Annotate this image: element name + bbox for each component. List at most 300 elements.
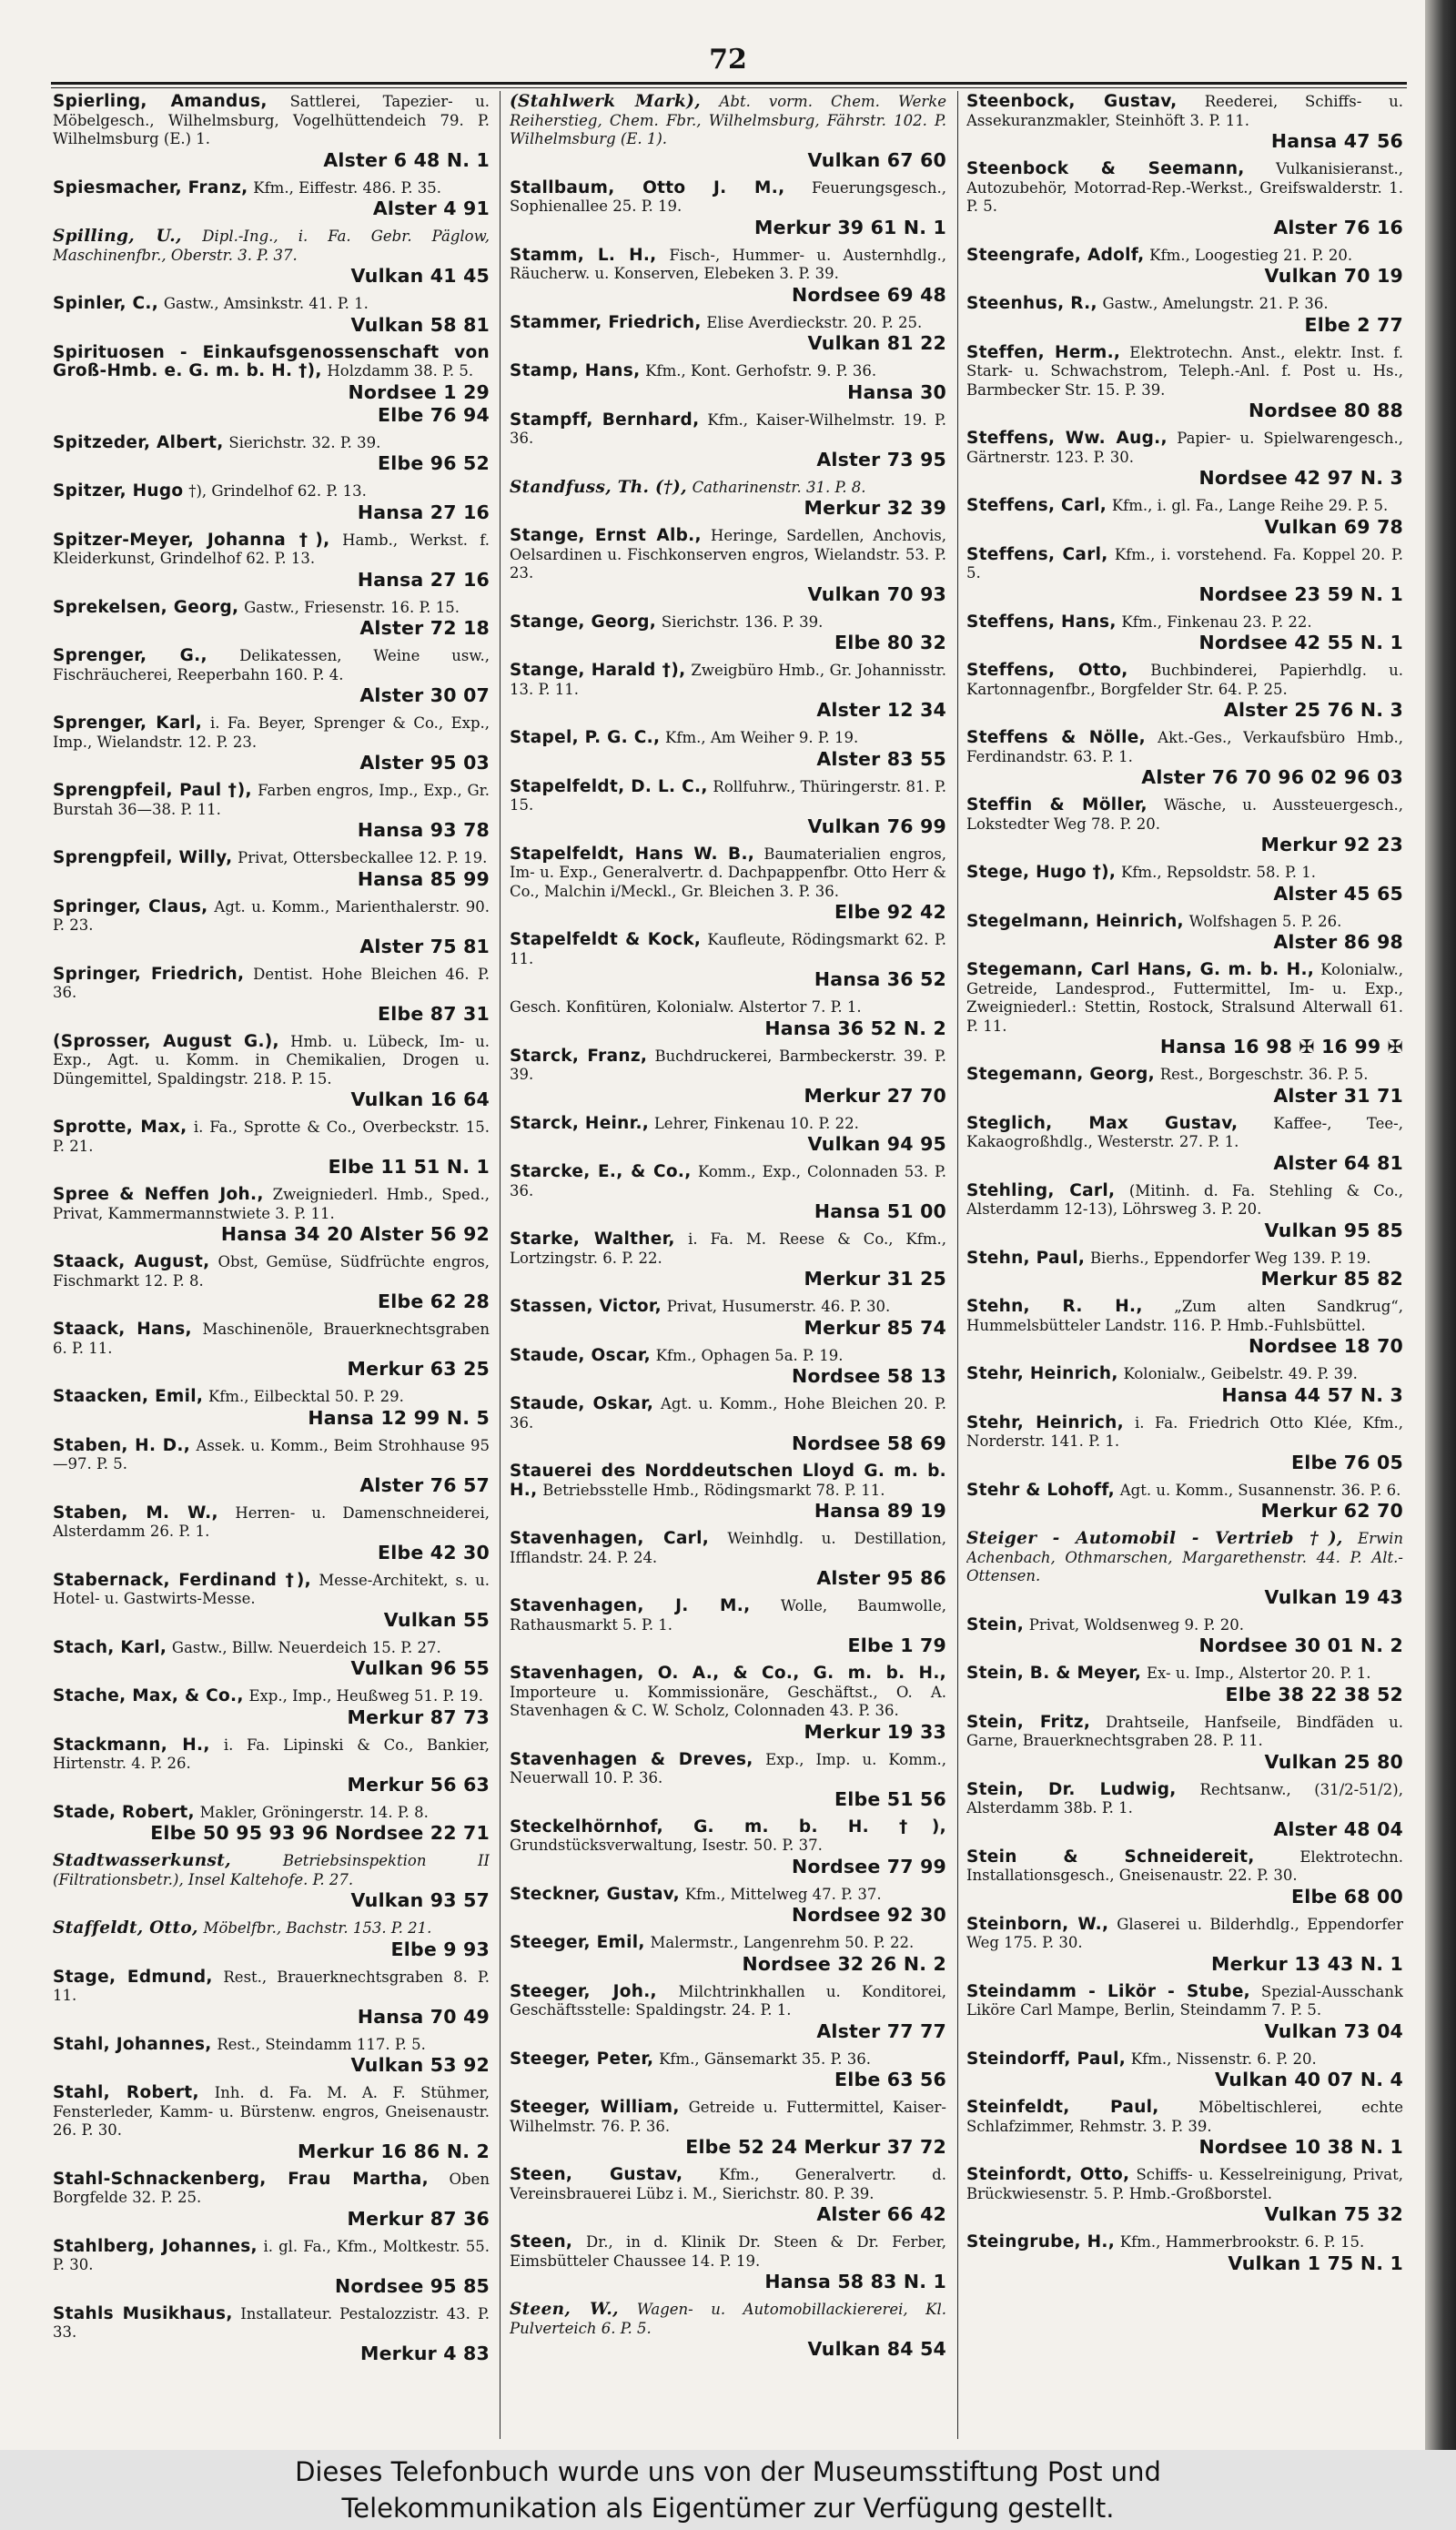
entry-name: Stackmann, H., xyxy=(53,1735,210,1755)
entry-description: Rest., Steindamm 117. P. 5. xyxy=(217,2035,426,2053)
entry-description: †), Grindelhof 62. P. 13. xyxy=(188,482,367,500)
directory-entry xyxy=(966,961,1403,1058)
directory-entry xyxy=(510,662,946,722)
entry-phone: Nordsee 58 69 xyxy=(792,1432,946,1454)
directory-entry xyxy=(53,898,490,958)
entry-phone: Vulkan 70 19 xyxy=(1264,265,1403,287)
entry-description: Betriebsstelle Hmb., Rödingsmarkt 78. P. 11. xyxy=(542,1481,885,1499)
entry-phone: Elbe 2 77 xyxy=(1304,313,1403,336)
entry-phone: Hansa 51 00 xyxy=(814,1200,946,1222)
entry-name: Springer, Claus, xyxy=(53,896,208,916)
directory-entry xyxy=(966,1714,1403,1774)
entry-description: Feuerungsgesch., Sophienallee 25. P. 19. xyxy=(510,178,946,215)
directory-entry xyxy=(53,782,490,842)
entry-phone: Merkur 19 33 xyxy=(804,1720,946,1743)
entry-name: Stein, B. & Meyer, xyxy=(966,1664,1142,1683)
entry-name: Stahlberg, Johannes, xyxy=(53,2236,258,2256)
directory-entry xyxy=(53,1736,490,1796)
entry-name: Spierling, Amandus, xyxy=(53,93,268,111)
entry-description: Komm., Exp., Colonnaden 53. P. 36. xyxy=(510,1163,946,1199)
entry-phone: Elbe 1 79 xyxy=(847,1634,946,1656)
directory-entry xyxy=(510,998,946,1040)
entry-phone: Nordsee 1 29 xyxy=(348,380,490,403)
entry-phone: Nordsee 80 88 xyxy=(1249,400,1403,421)
entry-name: Stegelmann, Heinrich, xyxy=(966,911,1184,931)
entry-name: Stehn, Paul, xyxy=(966,1248,1086,1268)
entry-name: Springer, Friedrich, xyxy=(53,964,245,984)
entry-phone: Nordsee 30 01 N. 2 xyxy=(1198,1634,1403,1656)
entry-description: Dipl.-Ing., i. Fa. Gebr. Päglow, Maschinenfbr., Oberstr. 3. P. 37. xyxy=(53,228,490,264)
entry-description: i. gl. Fa., Kfm., Moltkestr. 55. P. 30. xyxy=(53,2237,490,2273)
directory-entry xyxy=(966,160,1403,239)
entry-name: Standfuss, Th. (†), xyxy=(510,477,687,497)
entry-name: Stammer, Friedrich, xyxy=(510,312,702,332)
entry-description: Heringe, Sardellen, Anchovis, Oelsardinen u. Fischkonserven engros, Wielandstr. 53. P. 23. xyxy=(510,527,946,582)
entry-phone: Merkur 85 74 xyxy=(804,1316,946,1339)
directory-entry xyxy=(53,1852,490,1912)
directory-entry xyxy=(53,93,490,172)
directory-entry xyxy=(510,1347,946,1389)
entry-phone: Hansa 27 16 xyxy=(357,501,490,523)
entry-phone: Elbe 9 93 xyxy=(390,1938,490,1960)
entry-phone: Vulkan 84 54 xyxy=(807,2338,946,2360)
directory-entry xyxy=(510,931,946,991)
entry-name: Stadtwasserkunst, xyxy=(53,1851,231,1870)
entry-name: Stegemann, Carl Hans, G. m. b. H., xyxy=(966,960,1315,979)
entry-description: Kfm., Generalvertr. d. Vereinsbrauerei Lübz i. M., Sierichstr. 80. P. 39. xyxy=(510,2166,946,2202)
directory-entry xyxy=(966,1066,1403,1108)
directory-entry xyxy=(53,1639,490,1681)
entry-name: Steffen, Herm., xyxy=(966,342,1121,362)
entry-description: Kfm., Mittelweg 47. P. 37. xyxy=(684,1885,882,1903)
entry-name: Stahls Musikhaus, xyxy=(53,2303,233,2323)
entry-name: Steeger, Joh., xyxy=(510,1981,657,2001)
entry-name: Staben, H. D., xyxy=(53,1435,191,1455)
entry-name: Steeger, Emil, xyxy=(510,1933,645,1952)
entry-phone: Merkur 32 39 xyxy=(804,497,946,519)
directory-entry xyxy=(510,247,946,307)
entry-name: Stahl, Robert, xyxy=(53,2083,199,2102)
entry-phone: Merkur 31 25 xyxy=(804,1268,946,1290)
entry-description: Baumaterialien engros, Im- u. Exp., Generalvertr. d. Dachpappenfbr. Otto Herr & Co., Malchin i/Meckl., Gr. Bleichen 3. P. 36. xyxy=(510,845,946,900)
entry-name: Stehling, Carl, xyxy=(966,1180,1116,1200)
entry-description: i. Fa. M. Reese & Co., Kfm., Lortzingstr. 6. P. 22. xyxy=(510,1230,946,1267)
entry-phone: Nordsee 18 70 xyxy=(1249,1335,1403,1357)
entry-description: Kfm., Nissenstr. 6. P. 20. xyxy=(1130,2049,1317,2068)
entry-name: Steffin & Möller, xyxy=(966,795,1148,815)
entry-name: Spitzeder, Albert, xyxy=(53,432,224,452)
entry-phone: Nordsee 58 13 xyxy=(792,1365,946,1387)
directory-entry xyxy=(966,1848,1403,1908)
entry-name: Sprengpfeil, Paul †), xyxy=(53,781,252,800)
directory-entry xyxy=(510,1230,946,1290)
column-divider xyxy=(957,91,958,2439)
entry-phone: Hansa 12 99 N. 5 xyxy=(308,1406,490,1429)
directory-entry xyxy=(53,1804,490,1846)
directory-entry xyxy=(510,1983,946,2043)
entry-description: Kfm., Am Weiher 9. P. 19. xyxy=(665,729,859,746)
entry-description: Kfm., Eilbecktal 50. P. 29. xyxy=(207,1388,404,1405)
entry-phone: Vulkan 81 22 xyxy=(807,332,946,354)
directory-entry xyxy=(53,179,490,221)
entry-name: Steckner, Gustav, xyxy=(510,1884,680,1904)
directory-entry xyxy=(510,314,946,356)
directory-entry xyxy=(510,729,946,771)
directory-entry xyxy=(53,1968,490,2029)
entry-phone: Elbe 63 56 xyxy=(834,2069,946,2090)
entry-phone: Vulkan 96 55 xyxy=(350,1657,490,1679)
entry-phone: Nordsee 32 26 N. 2 xyxy=(742,1952,946,1975)
entry-name: Staben, M. W., xyxy=(53,1503,218,1523)
entry-name: Starck, Heinr., xyxy=(510,1113,650,1133)
directory-entry xyxy=(966,1250,1403,1291)
entry-description: Kolonialw., Getreide, Landesprod., Futtermittel, Im- u. Exp., Zweigniederl.: Stettin, Rostock, Stralsund Alterwall 61. P. 11. xyxy=(966,961,1403,1035)
entry-name: Steeger, William, xyxy=(510,2098,680,2117)
directory-entry xyxy=(966,796,1403,856)
entry-description: Grundstücksverwaltung, Isestr. 50. P. 37. xyxy=(510,1837,823,1854)
entry-name: Steingrube, H., xyxy=(966,2232,1116,2252)
entry-phone: Vulkan 19 43 xyxy=(1264,1585,1403,1608)
entry-description: „Zum alten Sandkrug“, Hummelsbütteler Landstr. 116. P. Hmb.-Fuhlsbüttel. xyxy=(966,1298,1403,1334)
entry-name: Steenbock & Seemann, xyxy=(966,159,1245,178)
entry-phone: Vulkan 67 60 xyxy=(807,148,946,171)
entry-description: Farben engros, Imp., Exp., Gr. Burstah 36—38. P. 11. xyxy=(53,782,490,818)
entry-phone: Hansa 36 52 xyxy=(814,968,946,990)
entry-name: Staack, August, xyxy=(53,1252,210,1271)
entry-phone: Alster 73 95 xyxy=(816,448,946,471)
directory-entry xyxy=(966,1916,1403,1976)
directory-entry xyxy=(966,430,1403,490)
entry-description: Zweigbüro Hmb., Gr. Johannisstr. 13. P. 11. xyxy=(510,662,946,698)
directory-entry xyxy=(510,1395,946,1455)
entry-phone: Merkur 87 36 xyxy=(347,2207,490,2230)
directory-entry xyxy=(510,411,946,471)
entry-description: Agt. u. Komm., Marienthalerstr. 90. P. 23. xyxy=(53,897,490,934)
entry-name: Steinborn, W., xyxy=(966,1914,1109,1934)
entry-description: Privat, Ottersbeckallee 12. P. 19. xyxy=(238,849,488,866)
entry-name: Steckelhörnhof, G. m. b. H. †), xyxy=(510,1817,946,1837)
directory-entry xyxy=(510,1115,946,1157)
entry-description: Exp., Imp., Heußweg 51. P. 19. xyxy=(248,1687,484,1705)
directory-entry xyxy=(510,93,946,172)
entry-description: Milchtrinkhallen u. Konditorei, Geschäftsstelle: Spaldingstr. 24. P. 1. xyxy=(510,1982,946,2019)
entry-description: Oben Borgfelde 32. P. 25. xyxy=(53,2170,490,2206)
entry-phone: Hansa 16 98 ✠ 16 99 ✠ xyxy=(1159,1036,1403,1058)
directory-entry xyxy=(966,2166,1403,2226)
entry-name: Stein, xyxy=(966,1614,1025,1634)
entry-description: Sierichstr. 32. P. 39. xyxy=(228,433,381,451)
entry-phone: Alster 86 98 xyxy=(1273,931,1403,953)
entry-description: Kfm., Hammerbrookstr. 6. P. 15. xyxy=(1119,2233,1365,2251)
entry-description: Kfm., i. gl. Fa., Lange Reihe 29. P. 5. xyxy=(1111,497,1389,514)
entry-phone: Merkur 56 63 xyxy=(347,1773,490,1796)
entry-phone: Vulkan 40 07 N. 4 xyxy=(1214,2069,1403,2090)
entry-description: Zweigniederl. Hmb., Sped., Privat, Kammermannstwiete 3. P. 11. xyxy=(53,1186,490,1222)
entry-description: Vulkanisieranst., Autozubehör, Motorrad-Rep.-Werkst., Greifswalderstr. 1. P. 5. xyxy=(966,160,1403,215)
entry-name: Stamp, Hans, xyxy=(510,361,641,380)
entry-phone: Alster 83 55 xyxy=(816,747,946,770)
entry-name: Spitzer-Meyer, Johanna †), xyxy=(53,530,330,550)
entry-name: Stein & Schneidereit, xyxy=(966,1847,1255,1867)
directory-entry xyxy=(53,1253,490,1313)
directory-entry xyxy=(510,2050,946,2092)
entry-description: Rollfuhrw., Thüringerstr. 81. P. 15. xyxy=(510,777,946,814)
entry-name: Steiger - Automobil - Vertrieb †), xyxy=(966,1529,1343,1548)
entry-description: Ex- u. Imp., Alstertor 20. P. 1. xyxy=(1146,1665,1371,1682)
directory-entry xyxy=(510,1886,946,1928)
entry-description: Rechtsanw., (31/2-51/2), Alsterdamm 38b. P. 1. xyxy=(966,1780,1403,1817)
entry-name: Stavenhagen, J. M., xyxy=(510,1596,751,1615)
entry-phone: Elbe 38 22 38 52 xyxy=(1225,1683,1403,1705)
entry-name: Steenbock, Gustav, xyxy=(966,93,1178,111)
directory-entry xyxy=(966,2233,1403,2275)
entry-name: Stegemann, Georg, xyxy=(966,1065,1156,1084)
entry-description: Messe-Architekt, s. u. Hotel- u. Gastwirts-Messe. xyxy=(53,1571,490,1607)
entry-name: Stehr & Lohoff, xyxy=(966,1480,1116,1500)
entry-name: Spiesmacher, Franz, xyxy=(53,177,248,197)
entry-description: Gastw., Friesenstr. 16. P. 15. xyxy=(244,598,460,616)
entry-phone: Elbe 11 51 N. 1 xyxy=(328,1156,490,1178)
entry-name: Stavenhagen, O. A., & Co., G. m. b. H., xyxy=(510,1664,946,1683)
entry-phone: Hansa 27 16 xyxy=(357,568,490,591)
entry-name: Stabernack, Ferdinand †), xyxy=(53,1570,311,1590)
header-rule xyxy=(51,82,1407,88)
directory-entry xyxy=(966,1616,1403,1658)
entry-name: Sprenger, G., xyxy=(53,646,207,665)
directory-entry xyxy=(53,1186,490,1246)
directory-entry xyxy=(53,1572,490,1632)
directory-entry xyxy=(53,482,490,524)
directory-entry xyxy=(53,1118,490,1179)
entry-description: Wolfshagen 5. P. 26. xyxy=(1188,912,1342,930)
entry-description: Catharinenstr. 31. P. 8. xyxy=(692,478,866,496)
entry-description: Fisch-, Hummer- u. Austernhdlg., Räucherw. u. Konserven, Elebeken 3. P. 39. xyxy=(510,246,946,282)
directory-entry xyxy=(510,1818,946,1878)
directory-entry xyxy=(510,778,946,838)
entry-description: Spezial-Ausschank Liköre Carl Mampe, Berlin, Steindamm 7. P. 5. xyxy=(966,1982,1403,2019)
entry-phone: Hansa 70 49 xyxy=(357,2005,490,2028)
entry-name: Sprekelsen, Georg, xyxy=(53,597,239,617)
entry-phone: Merkur 4 83 xyxy=(359,2342,490,2364)
entry-name: Stapelfeldt, D. L. C., xyxy=(510,776,708,796)
entry-description: (Mitinh. d. Fa. Stehling & Co., Alsterdamm 12-13), Löhrsweg 3. P. 20. xyxy=(966,1181,1403,1218)
directory-entry xyxy=(966,729,1403,789)
entry-name: Starke, Walther, xyxy=(510,1230,675,1249)
entry-description: Installateur. Pestalozzistr. 43. P. 33. xyxy=(53,2304,490,2341)
entry-name: Starck, Franz, xyxy=(510,1046,648,1066)
entry-description: Kfm., Loogestieg 21. P. 20. xyxy=(1149,246,1353,264)
directory-entry xyxy=(53,531,490,592)
entry-description: Glaserei u. Bilderhdlg., Eppendorfer Weg 175. P. 30. xyxy=(966,1915,1403,1951)
directory-entry xyxy=(510,1298,946,1340)
entry-description: Hamb., Werkst. f. Kleiderkunst, Grindelhof 62. P. 13. xyxy=(53,531,490,567)
entry-name: Stade, Robert, xyxy=(53,1802,195,1822)
entry-phone: Alster 6 48 N. 1 xyxy=(323,148,490,171)
directory-entry xyxy=(53,966,490,1026)
entry-name: Steen, Gustav, xyxy=(510,2165,683,2184)
entry-description: Betriebsinspektion II (Filtrationsbetr.), Insel Kaltehofe. P. 27. xyxy=(53,1852,490,1888)
entry-phone: Nordsee 95 85 xyxy=(335,2274,490,2297)
entry-phone: Hansa 58 83 N. 1 xyxy=(764,2271,946,2292)
directory-entry xyxy=(966,93,1403,153)
column-middle xyxy=(510,93,946,2432)
directory-entry xyxy=(53,1388,490,1430)
entry-description: Wäsche, u. Aussteuergesch., Lokstedter Weg 78. P. 20. xyxy=(966,796,1403,833)
entry-name: Staude, Oskar, xyxy=(510,1394,654,1413)
entry-name: Sprenger, Karl, xyxy=(53,713,203,733)
entry-name: Stehn, R. H., xyxy=(966,1297,1143,1316)
entry-phone: Vulkan 73 04 xyxy=(1264,2019,1403,2042)
entry-description: Reederei, Schiffs- u. Assekuranzmakler, Steinhöft 3. P. 11. xyxy=(966,93,1403,129)
directory-entry xyxy=(53,1504,490,1564)
directory-entry xyxy=(966,1115,1403,1175)
entry-phone: Merkur 63 25 xyxy=(347,1358,490,1380)
entry-description: Buchdruckerei, Barmbeckerstr. 39. P. 39. xyxy=(510,1047,946,1083)
entry-phone: Hansa 44 57 N. 3 xyxy=(1221,1383,1403,1406)
entry-description: Obst, Gemüse, Südfrüchte engros, Fischmarkt 12. P. 8. xyxy=(53,1253,490,1290)
entry-phone: Vulkan 75 32 xyxy=(1264,2203,1403,2225)
entry-name: Stache, Max, & Co., xyxy=(53,1686,244,1705)
directory-entry xyxy=(966,1665,1403,1706)
entry-description: Kfm., i. vorstehend. Fa. Koppel 20. P. 5. xyxy=(966,545,1403,582)
entry-phone: Merkur 39 61 N. 1 xyxy=(754,216,946,238)
entry-description: Weinhdlg. u. Destillation, Ifflandstr. 24. P. 24. xyxy=(510,1530,946,1566)
entry-name: Stavenhagen, Carl, xyxy=(510,1529,710,1548)
directory-entry xyxy=(510,1530,946,1590)
entry-description: Malermstr., Langenrehm 50. P. 22. xyxy=(650,1934,915,1951)
entry-phone: Alster 95 03 xyxy=(359,752,490,774)
entry-description: Agt. u. Komm., Susannenstr. 36. P. 6. xyxy=(1119,1481,1401,1499)
entry-phone: Nordsee 10 38 N. 1 xyxy=(1198,2136,1403,2158)
entry-name: Steeger, Peter, xyxy=(510,2049,654,2069)
directory-entry xyxy=(510,2099,946,2159)
directory-entry xyxy=(966,613,1403,655)
directory-entry xyxy=(966,1983,1403,2043)
directory-entry xyxy=(510,2233,946,2293)
entry-name: Steffens, Carl, xyxy=(966,544,1108,564)
entry-description: Gesch. Konfitüren, Kolonialw. Alstertor 7. P. 1. xyxy=(510,998,862,1016)
entry-description: Gastw., Amelungstr. 21. P. 36. xyxy=(1102,295,1329,312)
directory-entry xyxy=(53,647,490,707)
entry-description: i. Fa. Lipinski & Co., Bankier, Hirtenstr. 4. P. 26. xyxy=(53,1736,490,1772)
entry-name: Sprotte, Max, xyxy=(53,1118,187,1137)
entry-description: Importeure u. Kommissionäre, Geschäftst., O. A. Stavenhagen & C. W. Scholz, Colonnaden 43. P. 36. xyxy=(510,1683,946,1719)
entry-description: Erwin Achenbach, Othmarschen, Margarethenstr. 44. P. Alt.-Ottensen. xyxy=(966,1530,1403,1584)
directory-entry xyxy=(510,1163,946,1223)
entry-phone: Vulkan 53 92 xyxy=(350,2054,490,2076)
directory-entry xyxy=(966,662,1403,722)
entry-name: Stehr, Heinrich, xyxy=(966,1412,1124,1432)
entry-description: Kaffee-, Tee-, Kakaogroßhdlg., Westerstr. 27. P. 1. xyxy=(966,1114,1403,1150)
directory-entry xyxy=(966,247,1403,288)
entry-description: Hmb. u. Lübeck, Im- u. Exp., Agt. u. Komm. in Chemikalien, Drogen u. Düngemittel, Spaldingstr. 218. P. 15. xyxy=(53,1032,490,1088)
entry-description: Gastw., Billw. Neuerdeich 15. P. 27. xyxy=(171,1638,441,1656)
page-edge-shadow xyxy=(1425,0,1456,2450)
entry-name: Stein, Fritz, xyxy=(966,1712,1091,1732)
directory-entry xyxy=(966,864,1403,906)
footer-notice xyxy=(0,2450,1456,2530)
entry-description: Elise Averdieckstr. 20. P. 25. xyxy=(706,313,923,331)
directory-entry xyxy=(53,228,490,288)
entry-phone: Vulkan 41 45 xyxy=(350,265,490,287)
entry-phone: Elbe 51 56 xyxy=(834,1787,946,1810)
entry-name: Stange, Harald †), xyxy=(510,661,686,680)
entry-phone: Nordsee 23 59 N. 1 xyxy=(1198,582,1403,605)
entry-description: Exp., Imp. u. Komm., Neuerwall 10. P. 36. xyxy=(510,1750,946,1786)
directory-entry xyxy=(510,845,946,925)
entry-name: Stage, Edmund, xyxy=(53,1967,213,1987)
entry-name: Steffens, Carl, xyxy=(966,496,1107,515)
entry-phone: Alster 12 34 xyxy=(816,699,946,721)
directory-entry xyxy=(510,1597,946,1657)
entry-name: Stach, Karl, xyxy=(53,1637,167,1657)
directory-entry xyxy=(966,1482,1403,1523)
entry-name: Steenhus, R., xyxy=(966,294,1097,313)
entry-name: Starcke, E., & Co., xyxy=(510,1162,692,1181)
entry-name: Sprengpfeil, Willy, xyxy=(53,848,233,867)
entry-phone: Alster 64 81 xyxy=(1273,1151,1403,1174)
entry-description: Kfm., Gänsemarkt 35. P. 36. xyxy=(659,2049,872,2068)
entry-phone: Hansa 36 52 N. 2 xyxy=(764,1017,946,1039)
directory-entry xyxy=(53,2238,490,2298)
entry-name: Steindamm - Likör - Stube, xyxy=(966,1981,1250,2001)
entry-description: Kfm., Repsoldstr. 58. P. 1. xyxy=(1121,864,1316,881)
entry-description: Kfm., Kaiser-Wilhelmstr. 19. P. 36. xyxy=(510,410,946,447)
directory-entry xyxy=(53,849,490,891)
entry-description: Bierhs., Eppendorfer Weg 139. P. 19. xyxy=(1089,1249,1371,1267)
entry-description: i. Fa. Friedrich Otto Klée, Kfm., Norderstr. 141. P. 1. xyxy=(966,1413,1403,1450)
entry-name: Stange, Ernst Alb., xyxy=(510,526,702,545)
entry-description: Lehrer, Finkenau 10. P. 22. xyxy=(653,1114,859,1132)
column-right xyxy=(966,93,1403,2432)
entry-description: Maschinenöle, Brauerknechtsgraben 6. P. 11. xyxy=(53,1321,490,1357)
entry-name: Steengrafe, Adolf, xyxy=(966,245,1145,265)
entry-name: Spinler, C., xyxy=(53,294,159,313)
entry-description: Schiffs- u. Kesselreinigung, Privat, Brückwiesenstr. 5. P. Hmb.-Großborstel. xyxy=(966,2166,1403,2202)
entry-phone: Merkur 13 43 N. 1 xyxy=(1211,1952,1403,1975)
entry-phone: Vulkan 70 93 xyxy=(807,582,946,605)
entry-description: i. Fa., Sprotte & Co., Overbeckstr. 15. P. 21. xyxy=(53,1118,490,1155)
directory-entry xyxy=(53,2036,490,2078)
entry-description: Kfm., Ophagen 5a. P. 19. xyxy=(655,1346,844,1364)
directory-entry xyxy=(966,913,1403,955)
entry-name: Steffens, Hans, xyxy=(966,612,1117,632)
entry-phone: Elbe 50 95 93 96 Nordsee 22 71 xyxy=(150,1822,490,1844)
directory-entry xyxy=(53,1033,490,1112)
entry-description: Privat, Woldsenweg 9. P. 20. xyxy=(1028,1615,1244,1634)
entry-phone: Hansa 93 78 xyxy=(357,819,490,841)
entry-phone: Elbe 92 42 xyxy=(834,901,946,923)
entry-name: Spree & Neffen Joh., xyxy=(53,1185,264,1204)
entry-description: Dr., in d. Klinik Dr. Steen & Dr. Ferber, Eimsbütteler Chaussee 14. P. 19. xyxy=(510,2233,946,2270)
entry-phone: Alster 76 57 xyxy=(359,1473,490,1496)
entry-description: Rest., Borgeschstr. 36. P. 5. xyxy=(1159,1066,1369,1083)
entry-description: i. Fa. Beyer, Sprenger & Co., Exp., Imp., Wielandstr. 12. P. 23. xyxy=(53,714,490,751)
entry-name: Staffeldt, Otto, xyxy=(53,1918,198,1938)
entry-name: Steindorff, Paul, xyxy=(966,2049,1127,2069)
entry-name: Staude, Oscar, xyxy=(510,1345,651,1365)
entry-phone: Nordsee 77 99 xyxy=(792,1855,946,1877)
directory-entry xyxy=(510,479,946,521)
directory-entry xyxy=(966,1414,1403,1474)
entry-phone: Nordsee 69 48 xyxy=(792,283,946,306)
directory-entry xyxy=(53,2084,490,2163)
entry-phone: Vulkan 25 80 xyxy=(1264,1750,1403,1773)
directory-entry xyxy=(966,1781,1403,1841)
entry-name: Steffens, Ww. Aug., xyxy=(966,429,1168,448)
entry-name: Stapelfeldt & Kock, xyxy=(510,930,702,949)
entry-description: Wolle, Baumwolle, Rathausmarkt 5. P. 1. xyxy=(510,1597,946,1634)
